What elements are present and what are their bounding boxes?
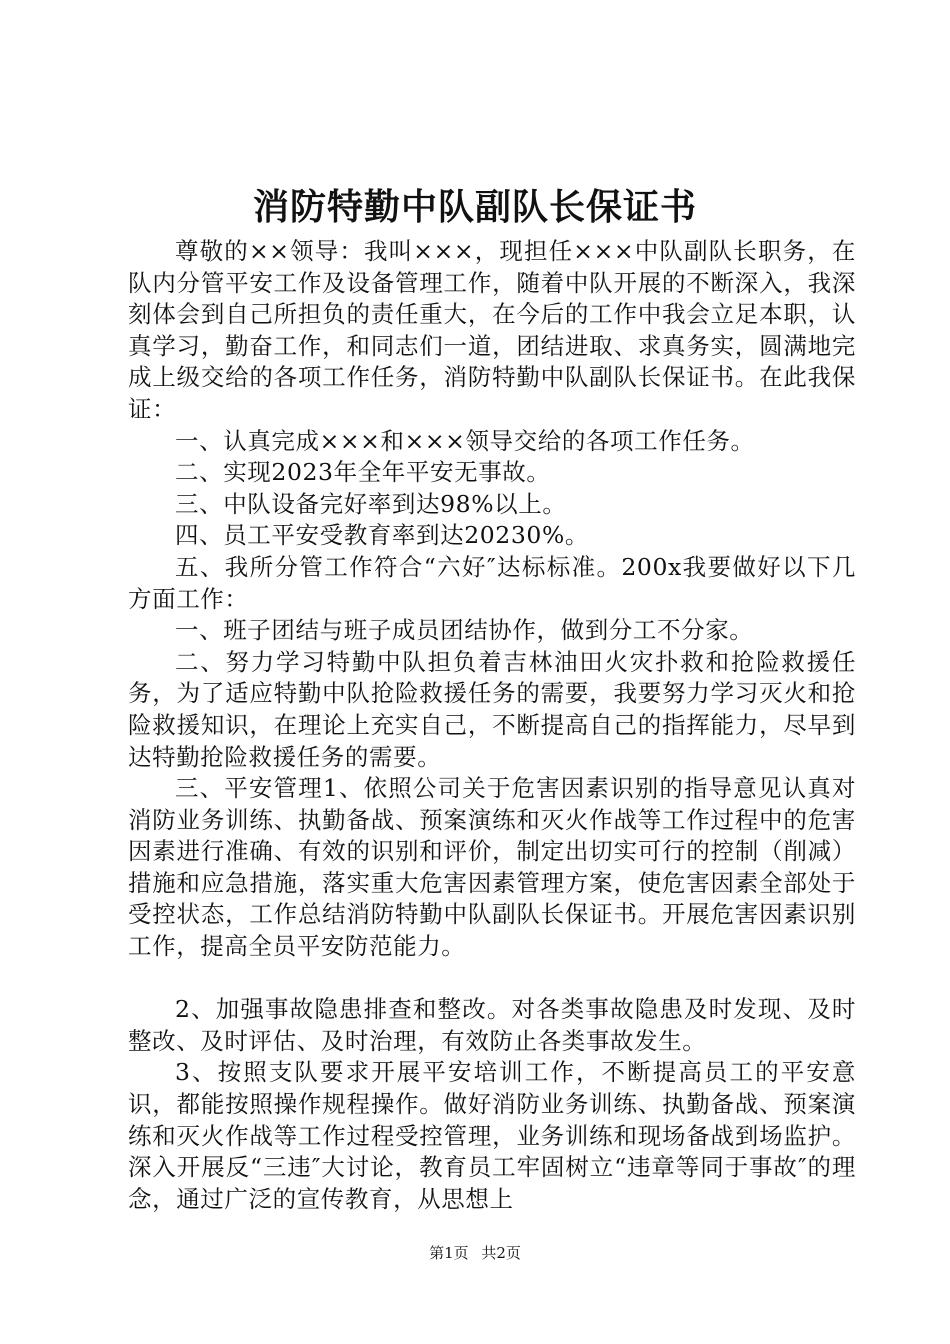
page-number: 第1页 (429, 1244, 469, 1262)
paragraph-intro: 尊敬的××领导：我叫×××，现担任×××中队副队长职务，在队内分管平安工作及设备管理工作，随着中队开展的不断深入，我深刻体会到自己所担负的责任重大，在今后的工作中我会立足本职，认真学习，勤奋工作，和同志们一道，团结进取、求真务实，圆满地完成上级交给的各项工作任务，消防特勤中队副队长保证书。在此我保证： (128, 237, 856, 423)
document-title: 消防特勤中队副队长保证书 (252, 186, 697, 228)
paragraph-work-2: 二、努力学习特勤中队担负着吉林油田火灾扑救和抢险救援任务，为了适应特勤中队抢险救援任务的需要，我要努力学习灭火和抢险救援知识，在理论上充实自己，不断提高自己的指挥能力，尽早到达特勤抢险救援任务的需要。 (128, 647, 856, 771)
paragraph-pledge-5: 五、我所分管工作符合“六好″达标标准。200x我要做好以下几方面工作： (128, 552, 856, 613)
paragraph-work-3-item-3: 3、按照支队要求开展平安培训工作，不断提高员工的平安意识，都能按照操作规程操作。做好消防业务训练、执勤备战、预案演练和灭火作战等工作过程受控管理，业务训练和现场备战到场监护。深入开展反“三违″大讨论，教育员工牢固树立“违章等同于事故″的理念，通过广泛的宣传教育，从思想上 (128, 1058, 856, 1213)
paragraph-work-3: 三、平安管理1、依照公司关于危害因素识别的指导意见认真对消防业务训练、执勤备战、预案演练和灭火作战等工作过程中的危害因素进行准确、有效的识别和评价，制定出切实可行的控制（削减）措施和应急措施，落实重大危害因素管理方案，使危害因素全部处于受控状态，工作总结消防特勤中队副队长保证书。开展危害因素识别工作，提高全员平安防范能力。 (128, 774, 856, 961)
page-footer (0, 1243, 950, 1263)
page-total: 共2页 (481, 1244, 521, 1262)
paragraph-pledge-1: 一、认真完成×××和×××领导交给的各项工作任务。 (175, 426, 755, 455)
paragraph-pledge-2: 二、实现2023年全年平安无事故。 (175, 458, 551, 487)
paragraph-pledge-3: 三、中队设备完好率到达98%以上。 (175, 489, 567, 518)
paragraph-pledge-4: 四、员工平安受教育率到达20230%。 (175, 521, 589, 550)
paragraph-work-3-item-2: 2、加强事故隐患排查和整改。对各类事故隐患及时发现、及时整改、及时评估、及时治理，有效防止各类事故发生。 (128, 995, 856, 1055)
paragraph-work-1: 一、班子团结与班子成员团结协作，做到分工不分家。 (175, 616, 754, 645)
document-body (128, 236, 856, 1215)
